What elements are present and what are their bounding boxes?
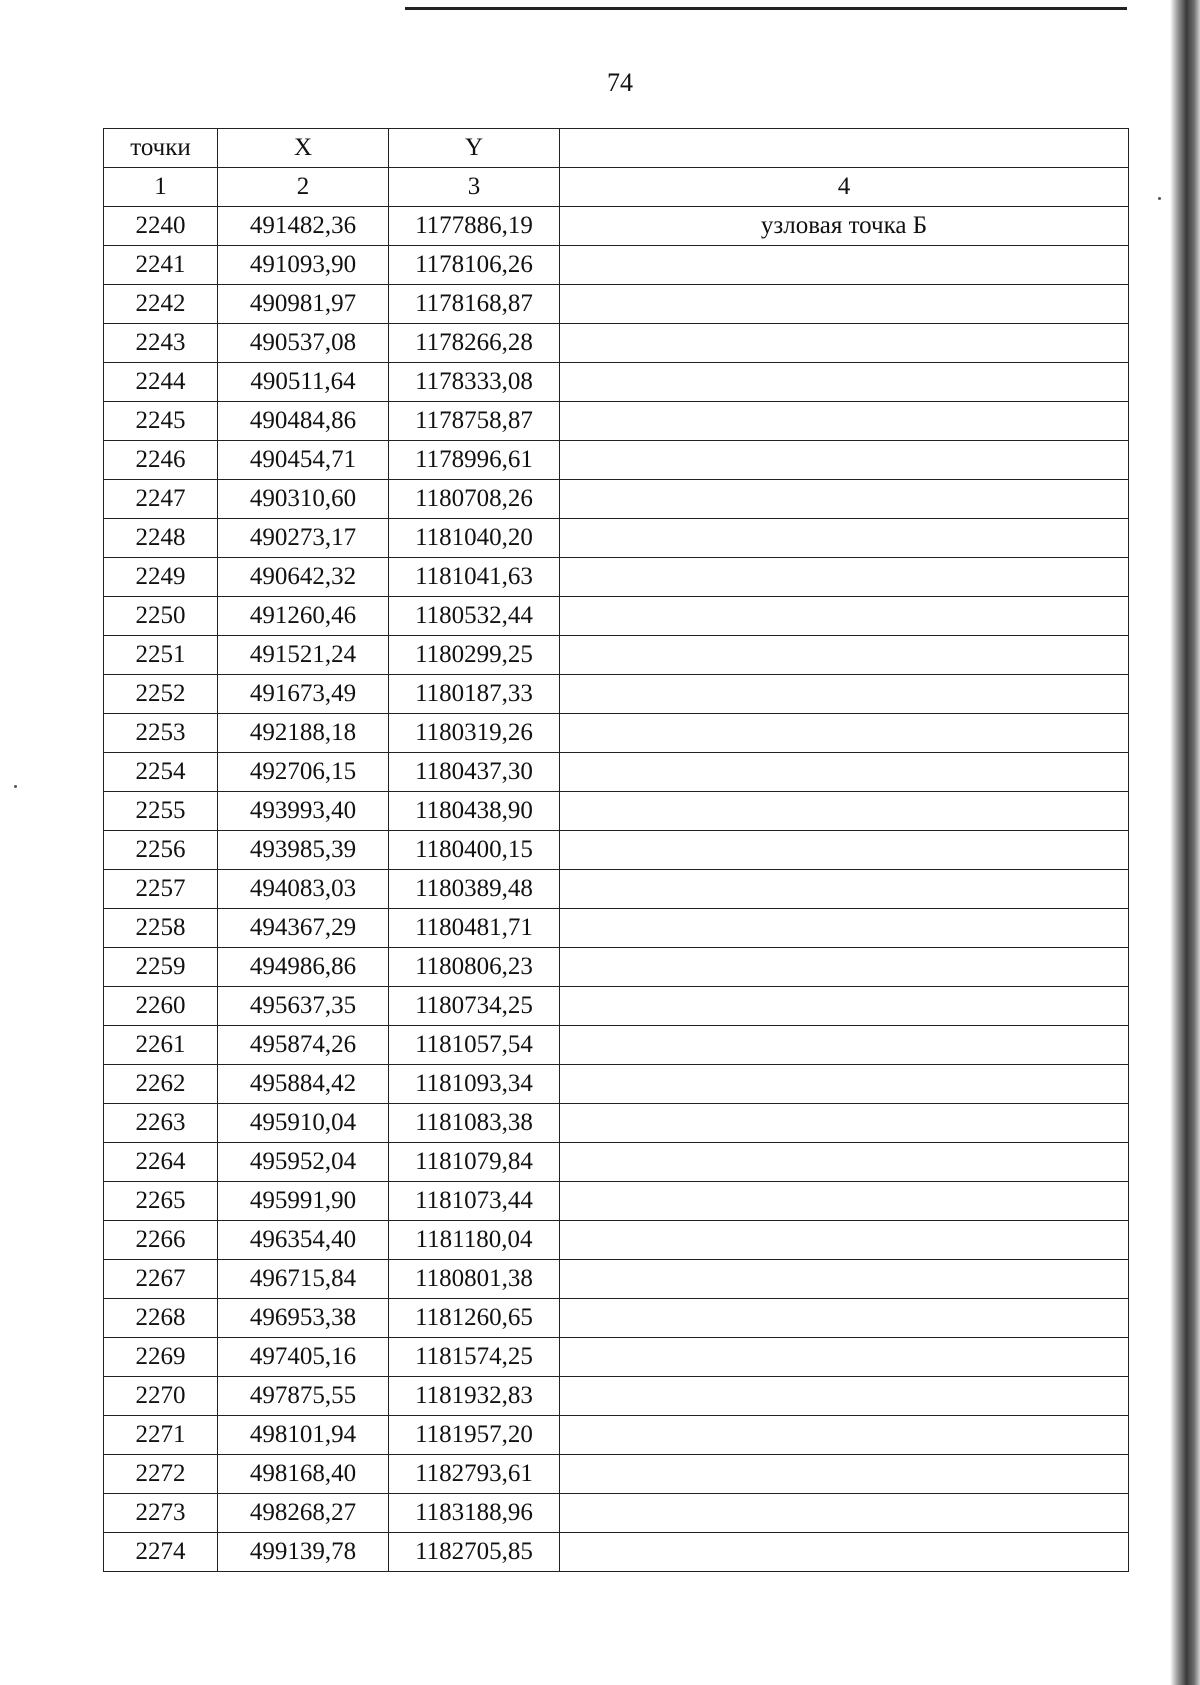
y-coordinate-cell: 1181083,38 — [389, 1104, 560, 1143]
point-number-cell: 2258 — [104, 909, 218, 948]
note-cell: узловая точка Б — [560, 207, 1129, 246]
note-cell — [560, 675, 1129, 714]
y-coordinate-cell: 1180806,23 — [389, 948, 560, 987]
point-number-cell: 2253 — [104, 714, 218, 753]
y-coordinate-cell: 1180708,26 — [389, 480, 560, 519]
point-number-cell: 2266 — [104, 1221, 218, 1260]
note-cell — [560, 363, 1129, 402]
note-cell — [560, 558, 1129, 597]
note-cell — [560, 324, 1129, 363]
y-coordinate-cell: 1178266,28 — [389, 324, 560, 363]
point-number-cell: 2247 — [104, 480, 218, 519]
table-row — [104, 246, 1129, 285]
table-row — [104, 987, 1129, 1026]
y-coordinate-cell: 1181180,04 — [389, 1221, 560, 1260]
point-number-cell: 2260 — [104, 987, 218, 1026]
point-number-cell: 2262 — [104, 1065, 218, 1104]
note-cell — [560, 597, 1129, 636]
y-coordinate-cell: 1180389,48 — [389, 870, 560, 909]
column-number-row — [104, 168, 1129, 207]
note-cell — [560, 831, 1129, 870]
column-number: 1 — [104, 168, 218, 207]
y-coordinate-cell: 1177886,19 — [389, 207, 560, 246]
x-coordinate-cell: 490310,60 — [218, 480, 389, 519]
y-coordinate-cell: 1181041,63 — [389, 558, 560, 597]
table-row — [104, 1104, 1129, 1143]
y-coordinate-cell: 1180187,33 — [389, 675, 560, 714]
x-coordinate-cell: 497405,16 — [218, 1338, 389, 1377]
x-coordinate-cell: 495910,04 — [218, 1104, 389, 1143]
table-row — [104, 1533, 1129, 1572]
y-coordinate-cell: 1181093,34 — [389, 1065, 560, 1104]
table-row — [104, 363, 1129, 402]
coordinates-table — [103, 128, 1129, 1572]
point-number-cell: 2252 — [104, 675, 218, 714]
y-coordinate-cell: 1180734,25 — [389, 987, 560, 1026]
y-coordinate-cell: 1181260,65 — [389, 1299, 560, 1338]
note-cell — [560, 909, 1129, 948]
x-coordinate-cell: 493985,39 — [218, 831, 389, 870]
table-row — [104, 1065, 1129, 1104]
table-row — [104, 792, 1129, 831]
scan-edge-shadow — [1170, 0, 1200, 1685]
y-coordinate-cell: 1180299,25 — [389, 636, 560, 675]
y-coordinate-cell: 1181040,20 — [389, 519, 560, 558]
note-cell — [560, 870, 1129, 909]
x-coordinate-cell: 490981,97 — [218, 285, 389, 324]
y-coordinate-cell: 1180400,15 — [389, 831, 560, 870]
x-coordinate-cell: 492706,15 — [218, 753, 389, 792]
point-number-cell: 2243 — [104, 324, 218, 363]
x-coordinate-cell: 491093,90 — [218, 246, 389, 285]
table-row — [104, 558, 1129, 597]
y-coordinate-cell: 1178996,61 — [389, 441, 560, 480]
y-coordinate-cell: 1180801,38 — [389, 1260, 560, 1299]
x-coordinate-cell: 499139,78 — [218, 1533, 389, 1572]
note-cell — [560, 1455, 1129, 1494]
table-row — [104, 1494, 1129, 1533]
x-coordinate-cell: 490537,08 — [218, 324, 389, 363]
point-number-cell: 2256 — [104, 831, 218, 870]
point-number-cell: 2255 — [104, 792, 218, 831]
y-coordinate-cell: 1180532,44 — [389, 597, 560, 636]
point-number-cell: 2272 — [104, 1455, 218, 1494]
x-coordinate-cell: 496953,38 — [218, 1299, 389, 1338]
y-coordinate-cell: 1181073,44 — [389, 1182, 560, 1221]
x-coordinate-cell: 495884,42 — [218, 1065, 389, 1104]
table-row — [104, 1338, 1129, 1377]
y-coordinate-cell: 1180438,90 — [389, 792, 560, 831]
y-coordinate-cell: 1181932,83 — [389, 1377, 560, 1416]
table-row — [104, 753, 1129, 792]
x-coordinate-cell: 496354,40 — [218, 1221, 389, 1260]
table-row — [104, 324, 1129, 363]
note-cell — [560, 1065, 1129, 1104]
note-cell — [560, 948, 1129, 987]
note-cell — [560, 987, 1129, 1026]
header-y: Y — [389, 129, 560, 168]
point-number-cell: 2245 — [104, 402, 218, 441]
y-coordinate-cell: 1182705,85 — [389, 1533, 560, 1572]
point-number-cell: 2269 — [104, 1338, 218, 1377]
x-coordinate-cell: 492188,18 — [218, 714, 389, 753]
point-number-cell: 2273 — [104, 1494, 218, 1533]
x-coordinate-cell: 491482,36 — [218, 207, 389, 246]
note-cell — [560, 1143, 1129, 1182]
point-number-cell: 2249 — [104, 558, 218, 597]
y-coordinate-cell: 1182793,61 — [389, 1455, 560, 1494]
table-row — [104, 831, 1129, 870]
table-row — [104, 1026, 1129, 1065]
table-row — [104, 519, 1129, 558]
x-coordinate-cell: 491521,24 — [218, 636, 389, 675]
note-cell — [560, 285, 1129, 324]
table-row — [104, 597, 1129, 636]
y-coordinate-cell: 1178106,26 — [389, 246, 560, 285]
x-coordinate-cell: 493993,40 — [218, 792, 389, 831]
note-cell — [560, 636, 1129, 675]
y-coordinate-cell: 1180481,71 — [389, 909, 560, 948]
point-number-cell: 2240 — [104, 207, 218, 246]
table-row — [104, 714, 1129, 753]
x-coordinate-cell: 497875,55 — [218, 1377, 389, 1416]
note-cell — [560, 1026, 1129, 1065]
y-coordinate-cell: 1178168,87 — [389, 285, 560, 324]
note-cell — [560, 1377, 1129, 1416]
y-coordinate-cell: 1181957,20 — [389, 1416, 560, 1455]
coordinates-table-body — [104, 129, 1129, 1572]
note-cell — [560, 1182, 1129, 1221]
table-row — [104, 1182, 1129, 1221]
column-number: 3 — [389, 168, 560, 207]
x-coordinate-cell: 491260,46 — [218, 597, 389, 636]
x-coordinate-cell: 495874,26 — [218, 1026, 389, 1065]
header-x: X — [218, 129, 389, 168]
x-coordinate-cell: 498268,27 — [218, 1494, 389, 1533]
point-number-cell: 2257 — [104, 870, 218, 909]
y-coordinate-cell: 1181079,84 — [389, 1143, 560, 1182]
x-coordinate-cell: 495952,04 — [218, 1143, 389, 1182]
table-row — [104, 1455, 1129, 1494]
note-cell — [560, 1260, 1129, 1299]
x-coordinate-cell: 498101,94 — [218, 1416, 389, 1455]
point-number-cell: 2259 — [104, 948, 218, 987]
point-number-cell: 2251 — [104, 636, 218, 675]
x-coordinate-cell: 494367,29 — [218, 909, 389, 948]
x-coordinate-cell: 490642,32 — [218, 558, 389, 597]
y-coordinate-cell: 1181574,25 — [389, 1338, 560, 1377]
x-coordinate-cell: 490484,86 — [218, 402, 389, 441]
y-coordinate-cell: 1183188,96 — [389, 1494, 560, 1533]
note-cell — [560, 441, 1129, 480]
point-number-cell: 2265 — [104, 1182, 218, 1221]
y-coordinate-cell: 1180437,30 — [389, 753, 560, 792]
table-row — [104, 441, 1129, 480]
x-coordinate-cell: 496715,84 — [218, 1260, 389, 1299]
column-number: 2 — [218, 168, 389, 207]
table-row — [104, 1377, 1129, 1416]
table-row — [104, 480, 1129, 519]
x-coordinate-cell: 494986,86 — [218, 948, 389, 987]
column-number: 4 — [560, 168, 1129, 207]
note-cell — [560, 792, 1129, 831]
note-cell — [560, 714, 1129, 753]
x-coordinate-cell: 494083,03 — [218, 870, 389, 909]
point-number-cell: 2263 — [104, 1104, 218, 1143]
table-row — [104, 636, 1129, 675]
note-cell — [560, 1104, 1129, 1143]
table-row — [104, 285, 1129, 324]
point-number-cell: 2244 — [104, 363, 218, 402]
note-cell — [560, 519, 1129, 558]
scan-speck — [1158, 197, 1161, 200]
note-cell — [560, 480, 1129, 519]
x-coordinate-cell: 495637,35 — [218, 987, 389, 1026]
x-coordinate-cell: 491673,49 — [218, 675, 389, 714]
point-number-cell: 2261 — [104, 1026, 218, 1065]
table-row — [104, 675, 1129, 714]
x-coordinate-cell: 495991,90 — [218, 1182, 389, 1221]
table-row — [104, 909, 1129, 948]
table-row — [104, 1143, 1129, 1182]
table-row — [104, 207, 1129, 246]
note-cell — [560, 1416, 1129, 1455]
point-number-cell: 2246 — [104, 441, 218, 480]
note-cell — [560, 1533, 1129, 1572]
x-coordinate-cell: 490454,71 — [218, 441, 389, 480]
header-point: точки — [104, 129, 218, 168]
point-number-cell: 2254 — [104, 753, 218, 792]
point-number-cell: 2267 — [104, 1260, 218, 1299]
table-row — [104, 870, 1129, 909]
top-rule — [405, 7, 1127, 10]
scan-speck — [14, 785, 17, 788]
y-coordinate-cell: 1178333,08 — [389, 363, 560, 402]
page-number: 74 — [607, 68, 633, 97]
y-coordinate-cell: 1178758,87 — [389, 402, 560, 441]
note-cell — [560, 1338, 1129, 1377]
table-row — [104, 1299, 1129, 1338]
y-coordinate-cell: 1181057,54 — [389, 1026, 560, 1065]
note-cell — [560, 1221, 1129, 1260]
note-cell — [560, 246, 1129, 285]
point-number-cell: 2248 — [104, 519, 218, 558]
header-note — [560, 129, 1129, 168]
table-row — [104, 402, 1129, 441]
note-cell — [560, 1494, 1129, 1533]
point-number-cell: 2242 — [104, 285, 218, 324]
point-number-cell: 2241 — [104, 246, 218, 285]
table-row — [104, 1221, 1129, 1260]
point-number-cell: 2274 — [104, 1533, 218, 1572]
table-row — [104, 1260, 1129, 1299]
x-coordinate-cell: 498168,40 — [218, 1455, 389, 1494]
point-number-cell: 2250 — [104, 597, 218, 636]
header-row — [104, 129, 1129, 168]
x-coordinate-cell: 490273,17 — [218, 519, 389, 558]
point-number-cell: 2264 — [104, 1143, 218, 1182]
x-coordinate-cell: 490511,64 — [218, 363, 389, 402]
table-row — [104, 1416, 1129, 1455]
table-row — [104, 948, 1129, 987]
point-number-cell: 2270 — [104, 1377, 218, 1416]
y-coordinate-cell: 1180319,26 — [389, 714, 560, 753]
point-number-cell: 2268 — [104, 1299, 218, 1338]
point-number-cell: 2271 — [104, 1416, 218, 1455]
note-cell — [560, 402, 1129, 441]
note-cell — [560, 753, 1129, 792]
note-cell — [560, 1299, 1129, 1338]
